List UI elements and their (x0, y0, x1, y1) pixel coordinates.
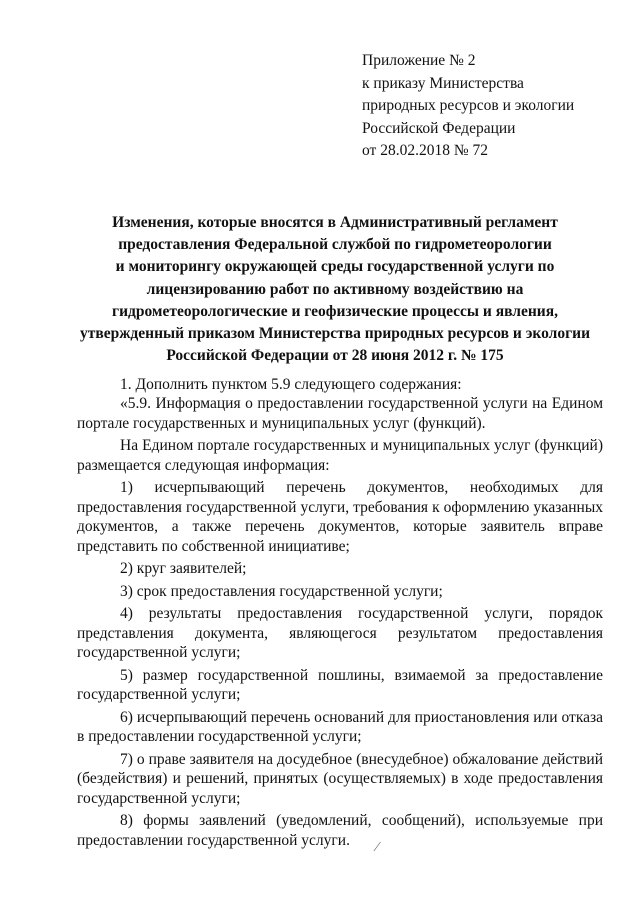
list-item: 3) срок предоставления государственной услуги; (120, 582, 443, 600)
title-line: гидрометеорологические и геофизические процессы и явления, (112, 302, 558, 320)
title-line: Изменения, которые вносятся в Административный регламент (112, 214, 558, 231)
appendix-line: к приказу Министерства (362, 74, 524, 92)
paragraph: «5.9. Информация о предоставлении государственной услуги на Едином портале государственных и муниципальных услуг (функций). (77, 395, 603, 432)
appendix-header (362, 50, 622, 163)
document-body (77, 375, 603, 850)
list-item: 8) формы заявлений (уведомлений, сообщений), используемые при предоставлении государственной услуги. (77, 812, 603, 849)
document-title (70, 212, 600, 367)
list-item: 4) результаты предоставления государственной услуги, порядок представления документа, являющегося результатом предоставления государственной услуги; (77, 605, 603, 662)
title-line: лицензированию работ по активному воздействию на (146, 280, 524, 298)
appendix-line: Российской Федерации (362, 119, 516, 137)
title-line: и мониторингу окружающей среды государственной услуги по (115, 258, 555, 276)
paragraph: 1. Дополнить пунктом 5.9 следующего содержания: (120, 376, 462, 393)
appendix-line: природных ресурсов и экологии (362, 97, 575, 114)
paragraph: На Едином портале государственных и муниципальных услуг (функций) размещается следующая информация: (77, 437, 603, 474)
appendix-line: от 28.02.2018 № 72 (362, 142, 488, 159)
list-item: 5) размер государственной пошлины, взимаемой за предоставление государственной услуги; (77, 666, 603, 704)
list-item: 2) круг заявителей; (120, 560, 247, 578)
list-item: 7) о праве заявителя на досудебное (внесудебное) обжалование действий (бездействия) и решений, принятых (осуществляемых) в ходе предоставления государственной услуги; (77, 750, 603, 807)
list-item: 1) исчерпывающий перечень документов, необходимых для предоставления государственной услуги, требования к оформлению указанных документов, а также перечень документов, которые заявитель вправе представить по собственной инициативе; (77, 479, 603, 555)
list-item: 6) исчерпывающий перечень оснований для приостановления или отказа в предоставлении государственной услуги; (77, 708, 603, 746)
title-line: утвержденный приказом Министерства природных ресурсов и экологии (79, 325, 591, 343)
scan-mark: ⁄ (376, 840, 379, 855)
appendix-line: Приложение № 2 (362, 52, 476, 69)
title-line: предоставления Федеральной службой по гидрометеорологии (118, 236, 552, 254)
title-line: Российской Федерации от 28 июня 2012 г. № 175 (166, 347, 504, 365)
